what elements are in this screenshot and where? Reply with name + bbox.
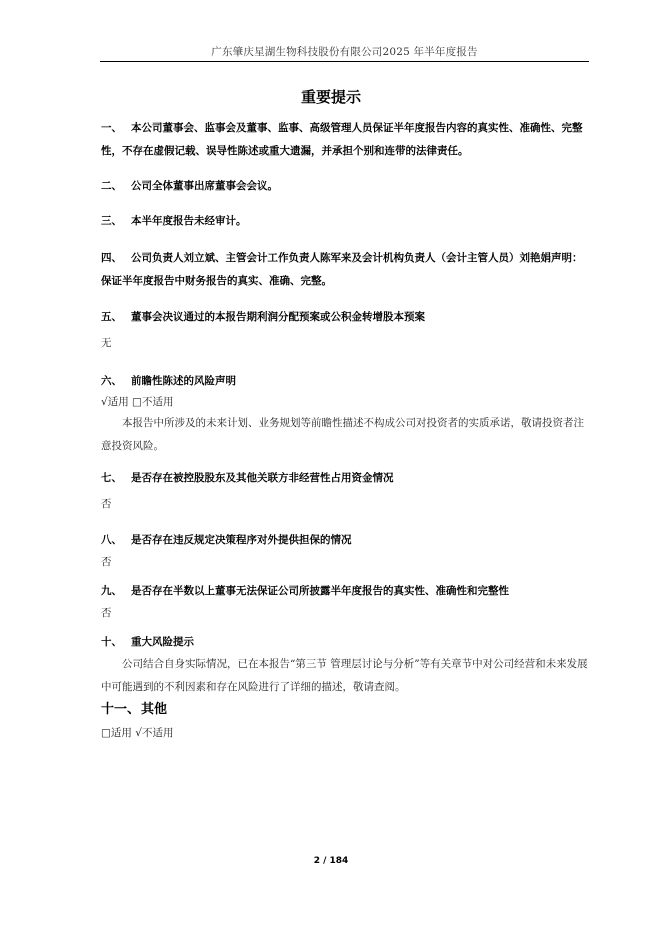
item-4-number: 四、	[101, 252, 122, 264]
item-1-number: 一、	[101, 122, 122, 134]
item-3-number: 三、	[101, 215, 122, 227]
item-11	[101, 698, 591, 721]
header-rule	[100, 61, 589, 62]
item-8	[101, 529, 591, 552]
item-7-answer: 否	[101, 498, 112, 510]
item-1-text: 本公司董事会、监事会及董事、监事、高级管理人员保证半年度报告内容的真实性、准确性、完整性，不存在虚假记载、误导性陈述或重大遗漏，并承担个别和连带的法律责任。	[101, 122, 583, 157]
item-7-text: 是否存在被控股股东及其他关联方非经营性占用资金情况	[131, 472, 394, 484]
item-2-text: 公司全体董事出席董事会会议。	[131, 180, 278, 192]
item-6-text: 前瞻性陈述的风险声明	[131, 375, 236, 387]
item-8-number: 八、	[101, 534, 122, 546]
item-2	[101, 175, 591, 198]
item-1	[101, 117, 591, 163]
item-11-text: 其他	[141, 702, 168, 717]
item-4-text: 公司负责人刘立斌、主管会计工作负责人陈军来及会计机构负责人（会计主管人员）刘艳娟声明：保证半年度报告中财务报告的真实、准确、完整。	[101, 252, 583, 287]
item-4	[101, 247, 591, 293]
item-10-number: 十、	[101, 636, 122, 648]
report-header: 广东肇庆星湖生物科技股份有限公司2025 年半年度报告	[211, 46, 478, 58]
item-5-answer: 无	[101, 337, 112, 349]
item-9	[101, 580, 591, 603]
item-3-text: 本半年度报告未经审计。	[131, 215, 247, 227]
item-8-text: 是否存在违反规定决策程序对外提供担保的情况	[131, 534, 352, 546]
item-6-detail: 本报告中所涉及的未来计划、业务规划等前瞻性描述不构成公司对投资者的实质承诺，敬请投资者注意投资风险。	[101, 417, 584, 452]
item-6-number: 六、	[101, 375, 122, 387]
item-10-detail: 公司结合自身实际情况，已在本报告“第三节 管理层讨论与分析”等有关章节中对公司经营和未来发展中可能遇到的不利因素和存在风险进行了详细的描述，敬请查阅。	[101, 658, 588, 693]
item-9-text: 是否存在半数以上董事无法保证公司所披露半年度报告的真实性、准确性和完整性	[131, 585, 509, 597]
item-11-checkbox: □适用 √不适用	[101, 727, 174, 739]
item-7	[101, 467, 591, 490]
page-number: 2 / 184	[313, 856, 349, 866]
item-3	[101, 210, 591, 233]
item-7-number: 七、	[101, 472, 122, 484]
item-10	[101, 631, 591, 654]
item-5-number: 五、	[101, 311, 122, 323]
item-8-answer: 否	[101, 556, 112, 568]
page-title: 重要提示	[300, 88, 361, 106]
item-9-answer: 否	[101, 607, 112, 619]
item-6	[101, 370, 591, 393]
item-10-text: 重大风险提示	[131, 636, 194, 648]
item-6-checkbox: √适用 □不适用	[101, 396, 174, 408]
item-11-number: 十一、	[101, 702, 141, 717]
item-9-number: 九、	[101, 585, 122, 597]
item-5-text: 董事会决议通过的本报告期利润分配预案或公积金转增股本预案	[131, 311, 425, 323]
item-2-number: 二、	[101, 180, 122, 192]
item-5	[101, 306, 591, 329]
